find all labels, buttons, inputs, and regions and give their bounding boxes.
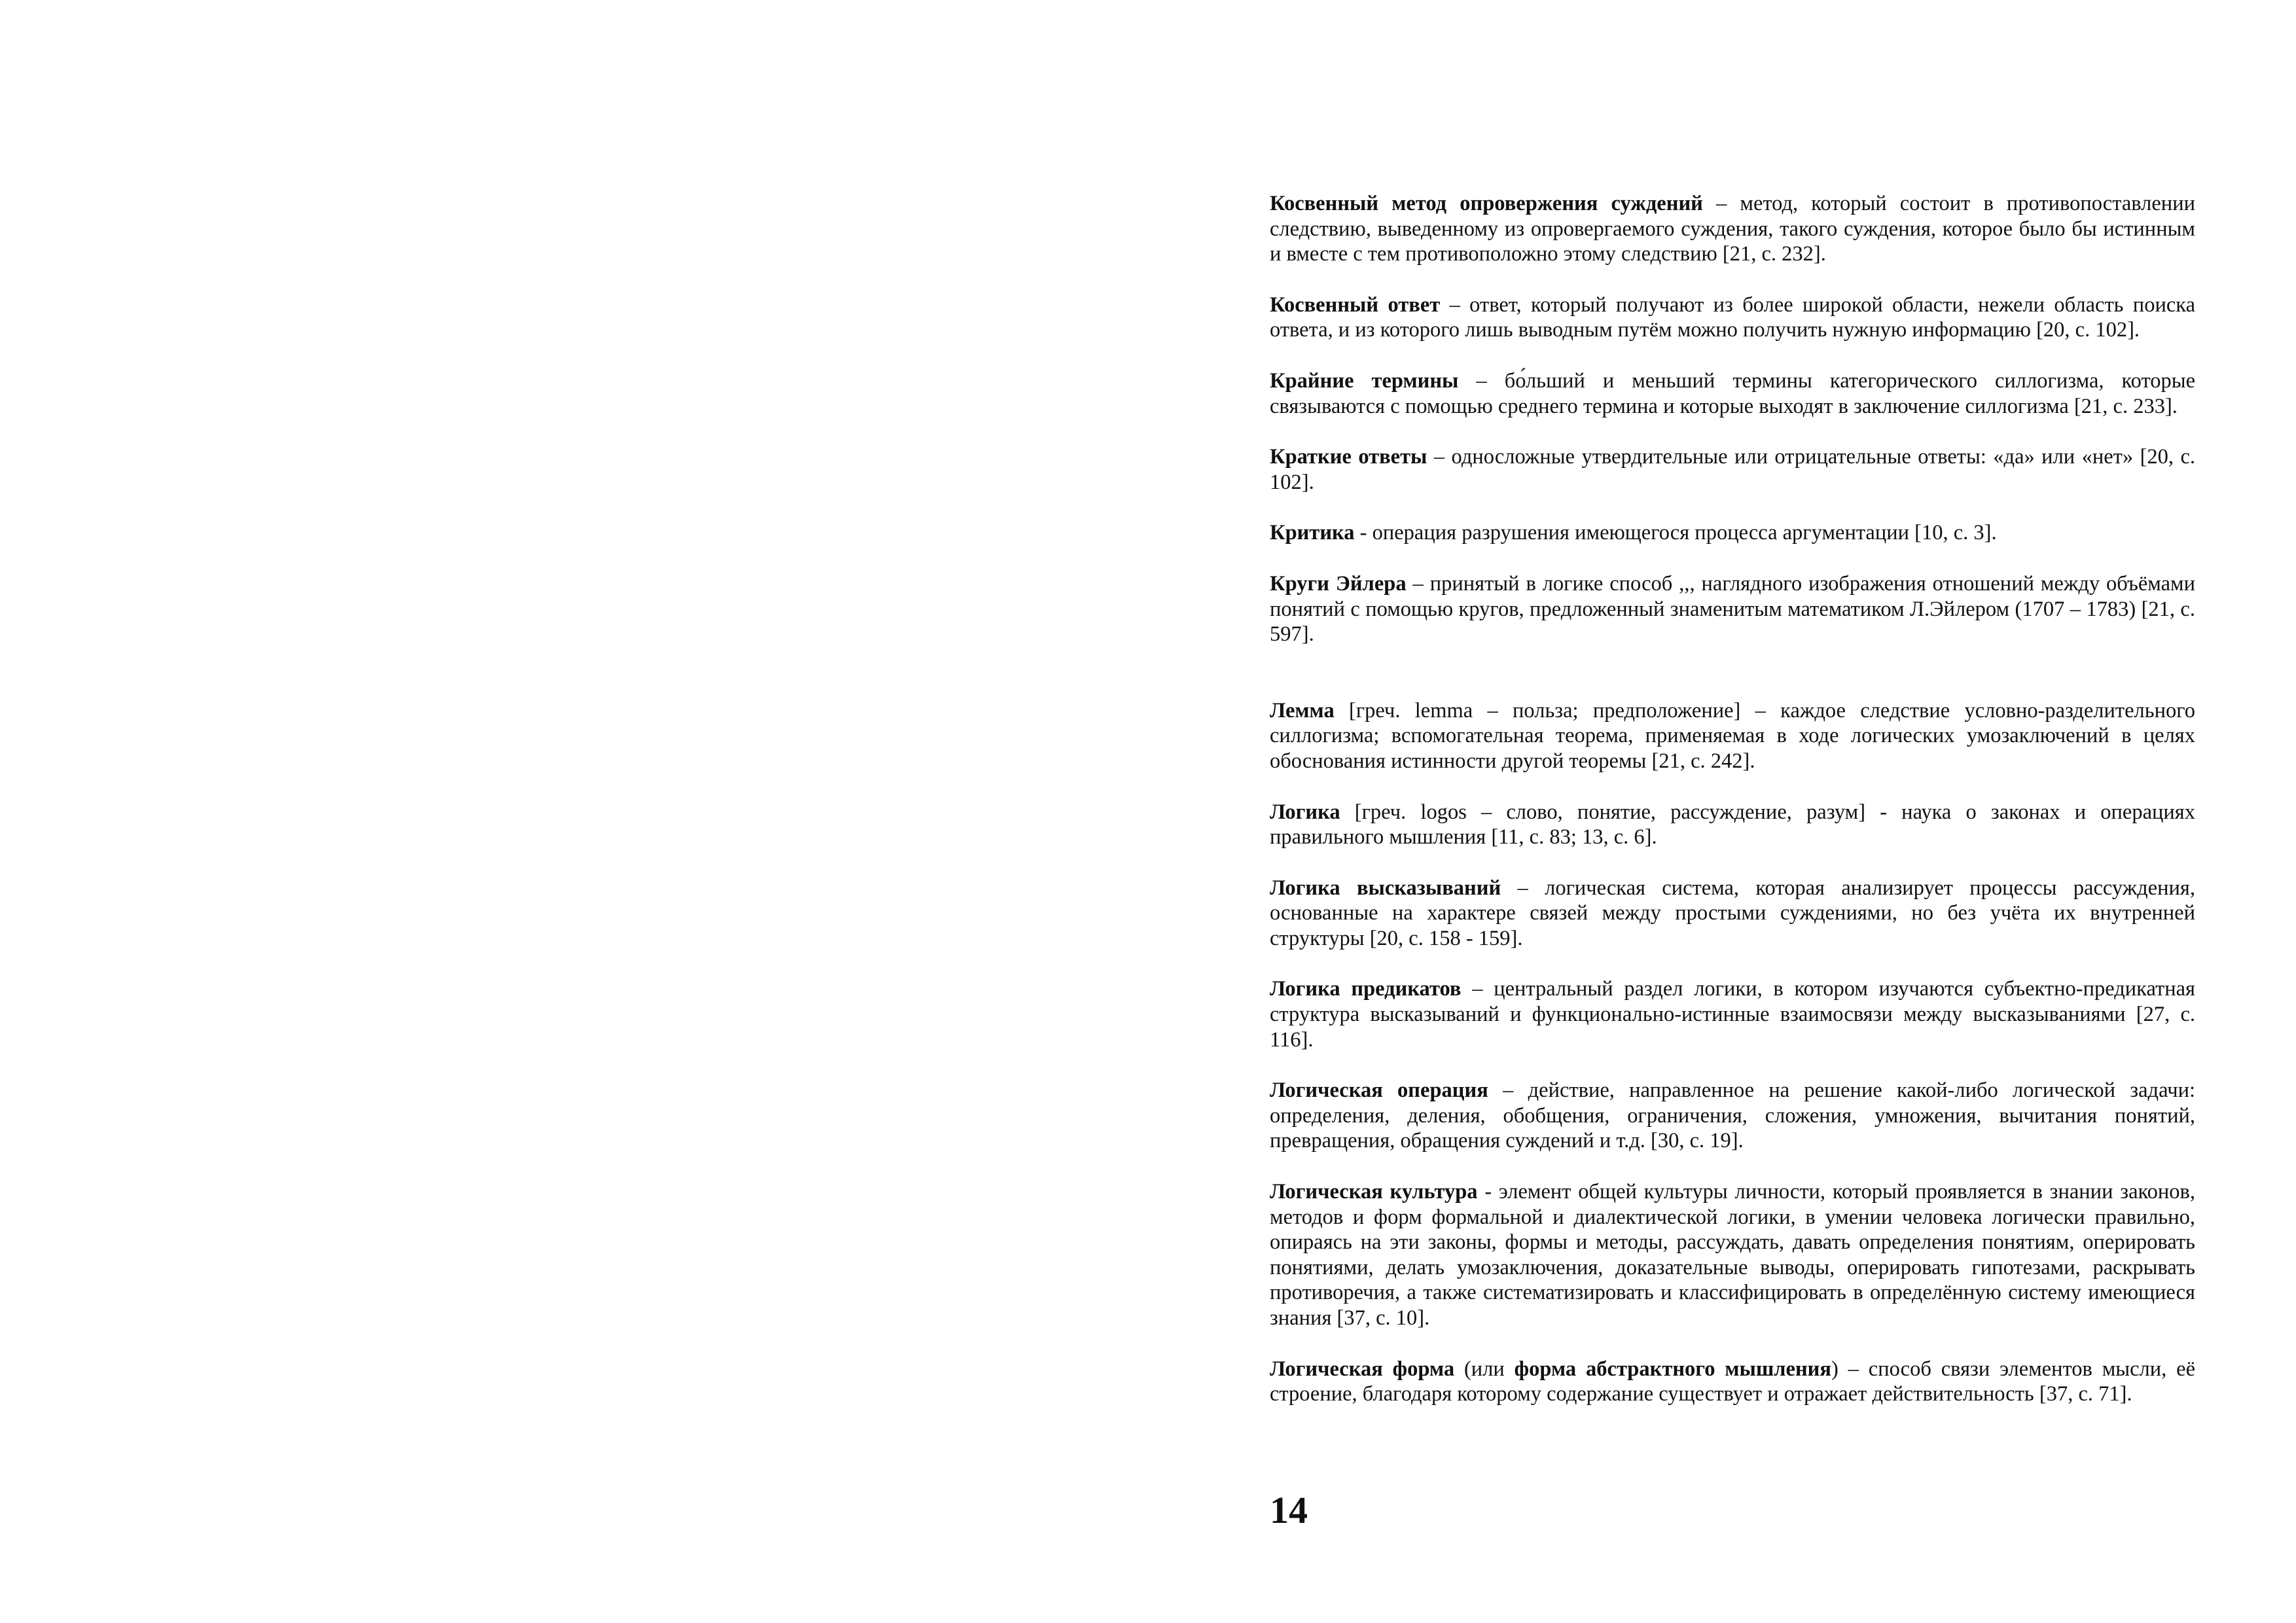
glossary-entry xyxy=(1270,444,2195,495)
entry-term: Крайние термины xyxy=(1270,368,1459,393)
entry-definition: – центральный раздел логики, в котором изучаются субъектно-предикатная структура высказываний и функционально-истинные взаимосвязи между высказываниями [27, с. 116]. xyxy=(1270,977,2195,1052)
entry-term-alternate: форма абстрактного мышления xyxy=(1514,1357,1831,1381)
glossary-entry xyxy=(1270,571,2195,647)
glossary-entry xyxy=(1270,1179,2195,1331)
entry-definition: – ответ, который получают из более широкой области, нежели область поиска ответа, и из которого лишь выводным путём можно получить нужную информацию [20, с. 102]. xyxy=(1270,293,2195,342)
entry-term: Логика высказываний xyxy=(1270,876,1501,900)
entry-term: Лемма xyxy=(1270,698,1335,722)
entry-term: Круги Эйлера xyxy=(1270,571,1407,596)
glossary-entry xyxy=(1270,191,2195,267)
glossary-entry xyxy=(1270,1078,2195,1154)
entry-term: Логическая культура xyxy=(1270,1180,1478,1204)
entry-definition: - элемент общей культуры личности, который проявляется в знании законов, методов и форм формальной и диалектической логики, в умении человека логически правильно, опираясь на эти законы, формы и методы, рассуждать, давать определения понятиям, оперировать понятиями, делать умозаключения, доказательные выводы, оперировать гипотезами, раскрывать противоречия, а также систематизировать и классифицировать в определённую систему имеющиеся знания [37, с. 10]. xyxy=(1270,1180,2195,1330)
glossary-entry xyxy=(1270,293,2195,343)
entry-term: Логическая операция xyxy=(1270,1079,1488,1103)
glossary-entry xyxy=(1270,800,2195,850)
glossary-entry xyxy=(1270,1357,2195,1407)
entry-definition: – действие, направленное на решение какой-либо логической задачи: определения, деления, обобщения, ограничения, сложения, умножения, вычитания понятий, превращения, обращения суждений и т.д. [30, с. 19]. xyxy=(1270,1079,2195,1153)
entry-definition: – принятый в логике способ ,,, наглядного изображения отношений между объёмами понятий с помощью кругов, предложенный знаменитым математиком Л.Эйлером (1707 – 1783) [21, с. 597]. xyxy=(1270,571,2195,647)
entry-term: Косвенный ответ xyxy=(1270,293,1441,317)
entry-definition: – односложные утвердительные или отрицательные ответы: «да» или «нет» [20, с. 102]. xyxy=(1270,445,2195,494)
entry-definition: – логическая система, которая анализирует процессы рассуждения, основанные на характере связей между простыми суждениями, но без учёта их внутренней структуры [20, с. 158 - 159]. xyxy=(1270,876,2196,950)
entry-definition: – метод, который состоит в противопоставлении следствию, выведенному из опровергаемого суждения, такого суждения, которое было бы истинным и вместе с тем противоположно этому следствию [21, с. 232]. xyxy=(1270,192,2195,266)
glossary-entry xyxy=(1270,368,2195,419)
entry-term: Логика предикатов xyxy=(1270,977,1462,1001)
entry-term: Логика xyxy=(1270,800,1340,824)
page-number: 14 xyxy=(1270,1489,1308,1531)
glossary-entries xyxy=(1270,191,2195,1433)
entry-definition: - операция разрушения имеющегося процесса аргументации [10, с. 3]. xyxy=(1354,521,1997,545)
entry-term: Косвенный метод опровержения суждений xyxy=(1270,192,1703,215)
glossary-entry xyxy=(1270,876,2195,952)
entry-definition: – бо́льший и меньший термины категорического силлогизма, которые связываются с помощью среднего термина и которые выходят в заключение силлогизма [21, с. 233]. xyxy=(1270,368,2195,418)
glossary-entry xyxy=(1270,976,2195,1052)
entry-term: Логическая форма xyxy=(1270,1357,1455,1381)
entry-term: Краткие ответы xyxy=(1270,445,1427,469)
glossary-entry xyxy=(1270,698,2195,774)
glossary-entry xyxy=(1270,520,2195,546)
entry-definition: [греч. logos – слово, понятие, рассуждение, разум] - наука о законах и операциях правильного мышления [11, с. 83; 13, с. 6]. xyxy=(1270,800,2195,849)
right-page xyxy=(1148,0,2296,1623)
entry-definition: [греч. lemma – польза; предположение] – каждое следствие условно-разделительного силлогизма; вспомогательная теорема, применяемая в ходе логических умозаключений в целях обоснования истинности другой теоремы [21, с. 242]. xyxy=(1270,698,2195,773)
entry-definition-part: (или xyxy=(1454,1357,1515,1381)
entry-definition: ) – способ связи элементов мысли, её строение, благодаря которому содержание существует и отражает действительность [37, с. 71]. xyxy=(1270,1357,2195,1406)
entry-term: Критика xyxy=(1270,521,1355,545)
